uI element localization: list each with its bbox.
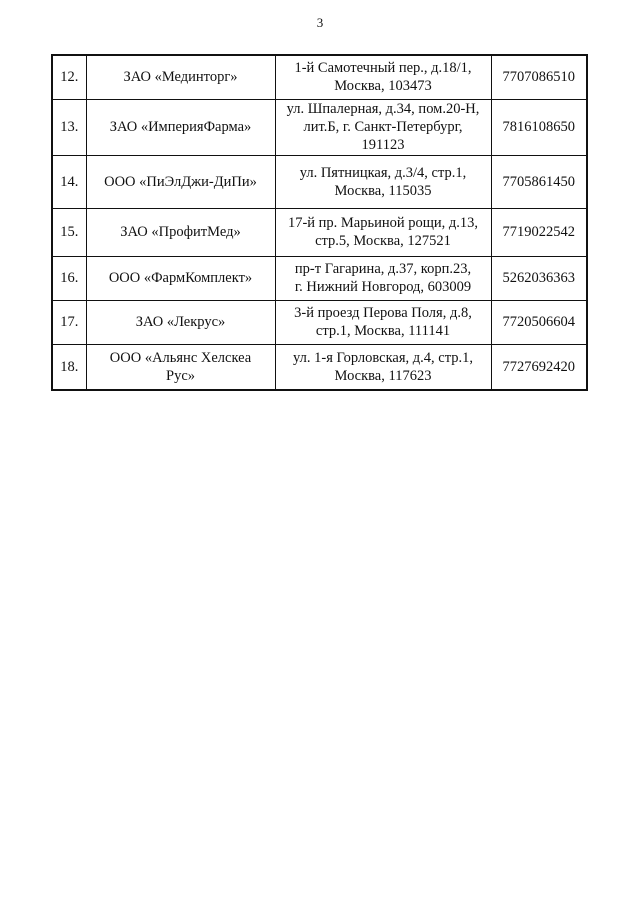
row-number-cell: 16. [52, 256, 86, 300]
address-cell: пр-т Гагарина, д.37, корп.23, г. Нижний Новгород, 603009 [275, 256, 491, 300]
organization-name-cell: ЗАО «Лекрус» [86, 300, 275, 344]
table-row [52, 155, 587, 208]
row-number-cell: 14. [52, 155, 86, 208]
inn-cell: 7707086510 [491, 55, 587, 99]
row-number-cell: 17. [52, 300, 86, 344]
row-number-cell: 18. [52, 344, 86, 390]
address-cell: 17-й пр. Марьиной рощи, д.13, стр.5, Москва, 127521 [275, 208, 491, 256]
address-cell: ул. 1-я Горловская, д.4, стр.1, Москва, 117623 [275, 344, 491, 390]
organization-name-cell: ЗАО «ПрофитМед» [86, 208, 275, 256]
table-row [52, 99, 587, 155]
row-number-cell: 13. [52, 99, 86, 155]
address-cell: 1-й Самотечный пер., д.18/1, Москва, 103473 [275, 55, 491, 99]
table-row [52, 344, 587, 390]
inn-cell: 7727692420 [491, 344, 587, 390]
inn-cell: 5262036363 [491, 256, 587, 300]
organization-name-cell: ООО «Альянс Хелскеа Рус» [86, 344, 275, 390]
organizations-table [51, 54, 588, 391]
organization-name-cell: ООО «ФармКомплект» [86, 256, 275, 300]
inn-cell: 7720506604 [491, 300, 587, 344]
organization-name-cell: ЗАО «Мединторг» [86, 55, 275, 99]
page-number: 3 [316, 15, 324, 30]
inn-cell: 7816108650 [491, 99, 587, 155]
table-row [52, 300, 587, 344]
inn-cell: 7705861450 [491, 155, 587, 208]
table-row [52, 208, 587, 256]
row-number-cell: 15. [52, 208, 86, 256]
organization-name-cell: ЗАО «ИмперияФарма» [86, 99, 275, 155]
inn-cell: 7719022542 [491, 208, 587, 256]
address-cell: 3-й проезд Перова Поля, д.8, стр.1, Москва, 111141 [275, 300, 491, 344]
address-cell: ул. Пятницкая, д.3/4, стр.1, Москва, 115035 [275, 155, 491, 208]
table-row [52, 256, 587, 300]
row-number-cell: 12. [52, 55, 86, 99]
organization-name-cell: ООО «ПиЭлДжи-ДиПи» [86, 155, 275, 208]
table-row [52, 55, 587, 99]
address-cell: ул. Шпалерная, д.34, пом.20-Н, лит.Б, г. Санкт-Петербург, 191123 [275, 99, 491, 155]
